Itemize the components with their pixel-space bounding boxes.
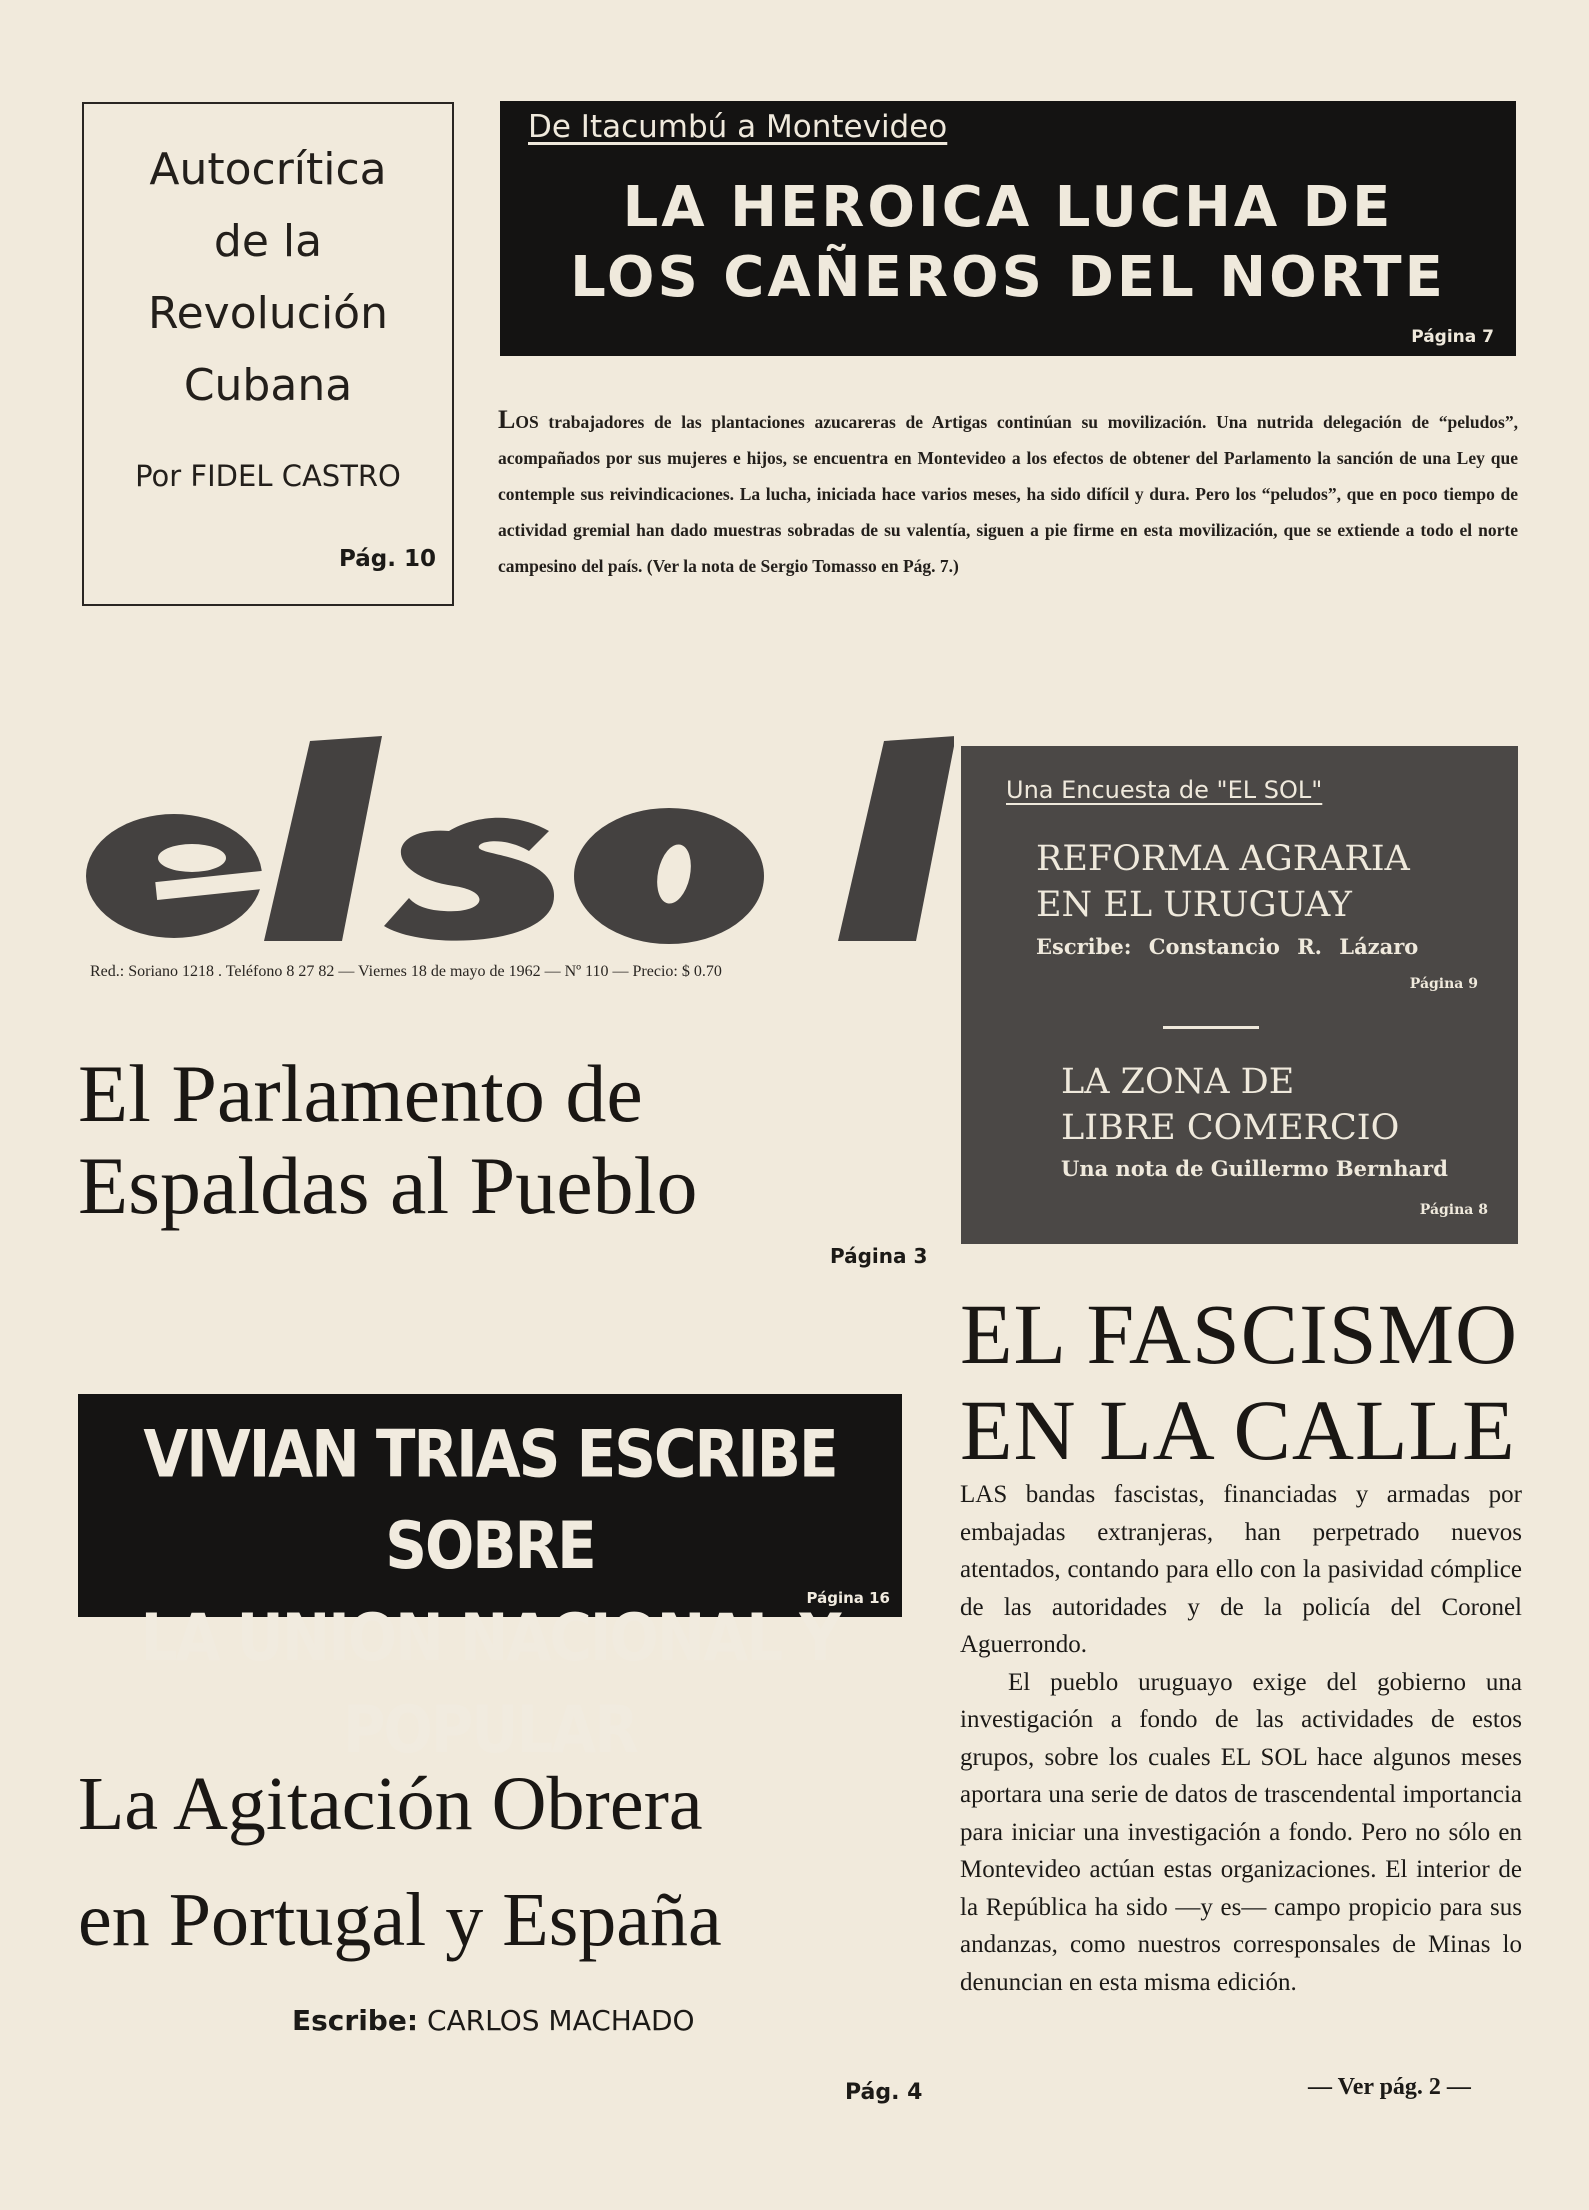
trias-banner [78, 1394, 902, 1768]
zona-page-ref: Página 8 [1419, 1202, 1488, 1218]
agitacion-page-ref: Pág. 4 [845, 2080, 923, 2105]
trias-page-ref: Página 16 [806, 1589, 890, 1607]
caneros-banner [500, 101, 1516, 356]
parlamento-headline: El Parlamento de Espaldas al Pueblo [78, 1048, 698, 1231]
caneros-page-ref: Página 7 [1411, 327, 1494, 347]
agitacion-headline: La Agitación Obrera en Portugal y España [78, 1762, 722, 1962]
caneros-headline: LA HEROICA LUCHA DE LOS CAÑEROS DEL NORTE [570, 175, 1446, 310]
autocritica-page-ref: Pág. 10 [339, 546, 436, 572]
fascismo-headline: EL FASCISMO EN LA CALLE [960, 1286, 1519, 1478]
fascismo-article-body [960, 1476, 1522, 2001]
fascismo-continued-ref: — Ver pág. 2 — [1308, 2074, 1471, 2100]
autocritica-title: Autocrítica de la Revolución Cubana [148, 144, 388, 411]
fascismo-paragraph: El pueblo uruguayo exige del gobierno una investigación a fondo de las actividades de estos grupos, sobre los cuales EL SOL hace algunos meses aportara una serie de datos de trascendental importancia para iniciar una investigación a fondo. Pero no sólo en Montevideo actúan estas organizaciones. El interior de la República ha sido —y es— campo propicio para sus andanzas, como nuestros corresponsales de Minas lo denuncian en esta misma edición. [960, 1668, 1522, 1996]
encuesta-kicker: Una Encuesta de "EL SOL" [1006, 776, 1323, 804]
caneros-kicker: De Itacumbú a Montevideo [528, 109, 948, 145]
caneros-dropcap: L [498, 405, 516, 434]
encuesta-divider [1163, 1026, 1259, 1029]
agitacion-author: Escribe: CARLOS MACHADO [292, 2004, 695, 2037]
trias-headline: VIVIAN TRIAS ESCRIBE SOBRE LA UNION NACIONAL Y POPULAR [140, 1415, 840, 1768]
autocritica-byline: Por FIDEL CASTRO [135, 459, 401, 493]
autocritica-box [82, 102, 454, 606]
caneros-body-text: OS trabajadores de las plantaciones azucareras de Artigas continúan su movilización. Una nutrida delegación de “peludos”, acompañados por sus mujeres e hijos, se encuentra en Montevideo a los efectos de obtener del Parlamento la sanción de una Ley que contemple sus reivindicaciones. La lucha, iniciada hace varios meses, ha sido difícil y dura. Pero los “peludos”, que en poco tiempo de actividad gremial han dado muestras sobradas de su valentía, siguen a pie firme en esta movilización, que se extiende a todo el norte campesino del país. (Ver la nota de Sergio Tomasso en Pág. 7.) [498, 412, 1518, 576]
reforma-author: Escribe: Constancio R. Lázaro [1036, 934, 1419, 959]
logo-letter-l [264, 736, 382, 941]
zona-libre-comercio-title: LA ZONA DE LIBRE COMERCIO [1061, 1062, 1400, 1148]
fascismo-paragraph: LAS bandas fascistas, financiadas y armadas por embajadas extranjeras, han perpetrado nuevos atentados, contando para ello con la pasividad cómplice de las autoridades y de la policía del Coronel Aguerrondo. [960, 1481, 1522, 1658]
parlamento-page-ref: Página 3 [830, 1244, 928, 1268]
zona-author: Una nota de Guillermo Bernhard [1061, 1156, 1448, 1181]
encuesta-box [961, 746, 1518, 1244]
caneros-article-body [498, 402, 1518, 584]
logo-letter-l2 [838, 736, 954, 941]
reforma-agraria-title: REFORMA AGRARIA EN EL URUGUAY [1036, 839, 1410, 925]
logo-letter-s [384, 818, 554, 941]
reforma-page-ref: Página 9 [1409, 976, 1478, 992]
masthead-info: Red.: Soriano 1218 . Teléfono 8 27 82 — Viernes 18 de mayo de 1962 — Nº 110 — Precio: $ 0.70 [90, 963, 722, 980]
el-sol-logo [84, 736, 954, 956]
